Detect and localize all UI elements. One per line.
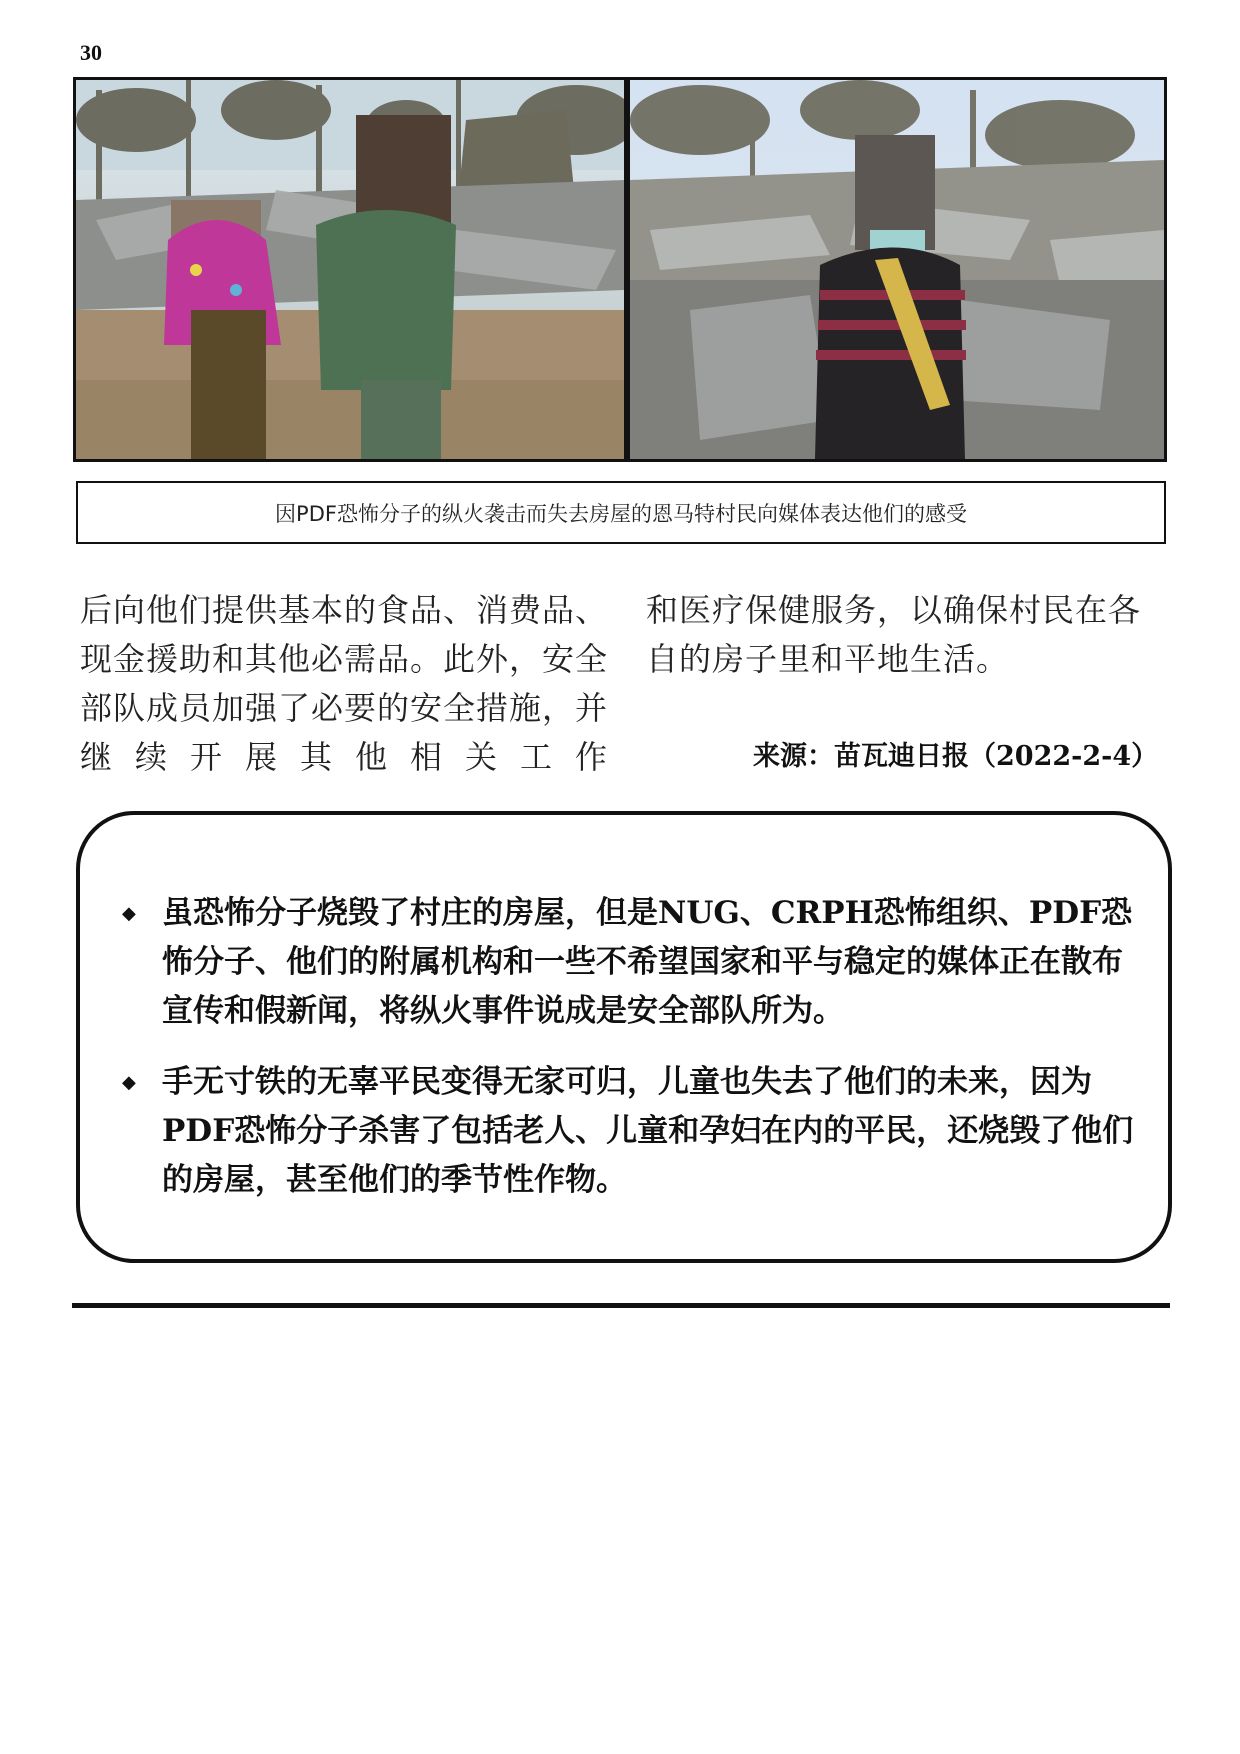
photo-caption-text: 因PDF恐怖分子的纵火袭击而失去房屋的恩马特村民向媒体表达他们的感受: [275, 501, 967, 526]
note-item: [122, 1058, 1142, 1205]
photo-caption: [76, 481, 1166, 544]
note-item-text: 虽恐怖分子烧毁了村庄的房屋，但是NUG、CRPH恐怖组织、PDF恐怖分子、他们的附属机构和一些不希望国家和平与稳定的媒体正在散布宣传和假新闻，将纵火事件说成是安全部队所为。: [162, 895, 1133, 1029]
notes-box: [76, 811, 1172, 1263]
diamond-bullet-icon: ◆: [122, 1072, 136, 1093]
page-number: 30: [80, 40, 102, 65]
note-item: [122, 889, 1142, 1036]
photo-villager-ruins-icon: [630, 80, 1164, 459]
notes-list: [122, 889, 1142, 1227]
article-source: 来源：苗瓦迪日报（2022-2-4）: [753, 741, 1159, 772]
section-divider: [72, 1303, 1170, 1308]
diamond-bullet-icon: ◆: [122, 903, 136, 924]
article-right-text: 和医疗保健服务，以确保村民在各自的房子里和平地生活。: [646, 591, 1142, 678]
photo-two-villagers-icon: [76, 80, 624, 459]
photo-frame: [73, 77, 1167, 462]
article-right-column: [646, 586, 1172, 684]
article-left-column: [80, 586, 608, 782]
note-item-text: 手无寸铁的无辜平民变得无家可归，儿童也失去了他们的未来，因为PDF恐怖分子杀害了包括老人、儿童和孕妇在内的平民，还烧毁了他们的房屋，甚至他们的季节性作物。: [162, 1064, 1134, 1198]
article-left-text: 后向他们提供基本的食品、消费品、现金援助和其他必需品。此外，安全部队成员加强了必要的安全措施，并继续开展其他相关工作: [80, 591, 609, 776]
